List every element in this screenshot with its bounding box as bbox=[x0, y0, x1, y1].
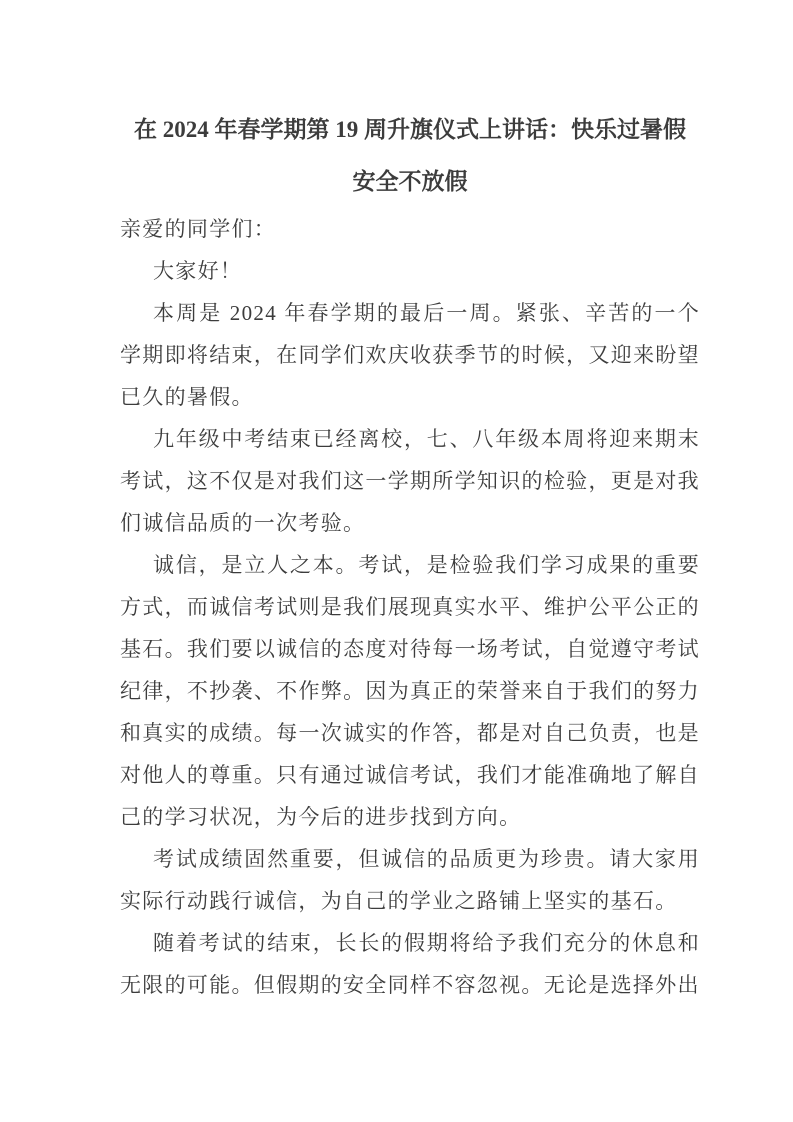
document-body bbox=[120, 208, 700, 1006]
paragraph: 九年级中考结束已经离校，七、八年级本周将迎来期末考试，这不仅是对我们这一学期所学知识的检验，更是对我们诚信品质的一次考验。 bbox=[120, 427, 700, 535]
paragraph: 本周是 2024 年春学期的最后一周。紧张、辛苦的一个学期即将结束，在同学们欢庆收获季节的时候，又迎来盼望已久的暑假。 bbox=[120, 301, 700, 409]
paragraph: 考试成绩固然重要，但诚信的品质更为珍贵。请大家用实际行动践行诚信，为自己的学业之路铺上坚实的基石。 bbox=[120, 847, 700, 913]
paragraph: 随着考试的结束，长长的假期将给予我们充分的休息和无限的可能。但假期的安全同样不容忽视。无论是选择外出 bbox=[120, 931, 700, 997]
paragraph: 诚信，是立人之本。考试，是检验我们学习成果的重要方式，而诚信考试则是我们展现真实水平、维护公平公正的基石。我们要以诚信的态度对待每一场考试，自觉遵守考试纪律，不抄袭、不作弊。因为真正的荣誉来自于我们的努力和真实的成绩。每一次诚实的作答，都是对自己负责，也是对他人的尊重。只有通过诚信考试，我们才能准确地了解自己的学习状况，为今后的进步找到方向。 bbox=[120, 553, 700, 829]
paragraph-salutation: 亲爱的同学们： bbox=[120, 217, 277, 241]
paragraph-greeting: 大家好！ bbox=[153, 259, 243, 283]
document-title: 在 2024 年春学期第 19 周升旗仪式上讲话：快乐过暑假 安全不放假 bbox=[134, 117, 686, 194]
